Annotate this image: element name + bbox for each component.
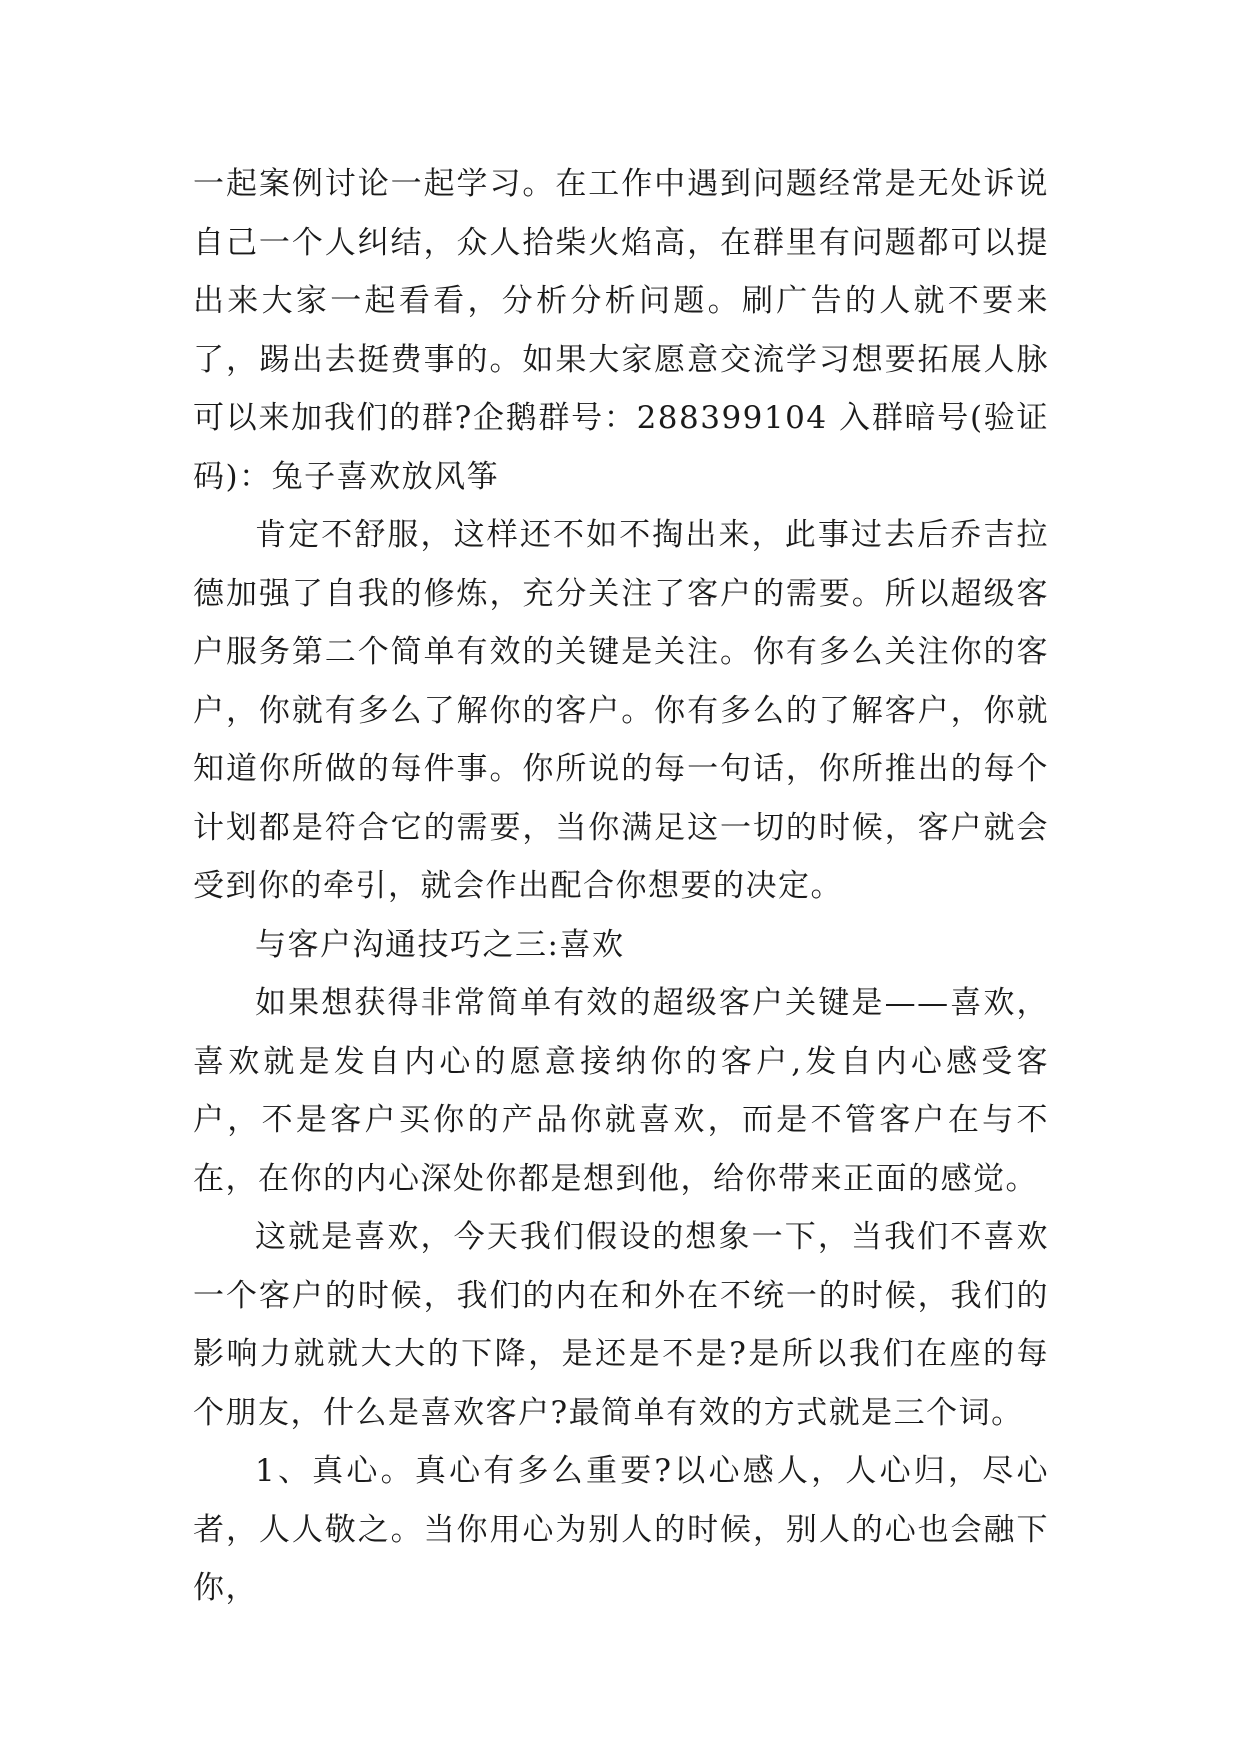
paragraph-group-invite: 一起案例讨论一起学习。在工作中遇到问题经常是无处诉说自己一个人纠结，众人拾柴火焰高，在群里有问题都可以提出来大家一起看看，分析分析问题。刷广告的人就不要来了，踢出去挺费事的。如果大家愿意交流学习想要拓展人脉可以来加我们的群?企鹅群号：288399104 入群暗号(验证码)：兔子喜欢放风筝 [193,166,1049,495]
paragraph-focus-on-customer: 肯定不舒服，这样还不如不掏出来，此事过去后乔吉拉德加强了自我的修炼，充分关注了客户的需要。所以超级客户服务第二个简单有效的关键是关注。你有多么关注你的客户，你就有多么了解你的客户。你有多么的了解客户，你就知道你所做的每件事。你所说的每一句话，你所推出的每个计划都是符合它的需要，当你满足这一切的时候，客户就会受到你的牵引，就会作出配合你想要的决定。 [193,517,1049,904]
paragraph-like-definition: 如果想获得非常简单有效的超级客户关键是——喜欢，喜欢就是发自内心的愿意接纳你的客户,发自内心感受客户，不是客户买你的产品你就喜欢，而是不管客户在与不在，在你的内心深处你都是想到他，给你带来正面的感觉。 [193,985,1049,1197]
paragraph-like-influence: 这就是喜欢，今天我们假设的想象一下，当我们不喜欢一个客户的时候，我们的内在和外在不统一的时候，我们的影响力就就大大的下降，是还是不是?是所以我们在座的每个朋友，什么是喜欢客户?最简单有效的方式就是三个词。 [193,1219,1049,1431]
document-body [193,155,1049,1618]
section-heading-like: 与客户沟通技巧之三:喜欢 [255,926,625,963]
paragraph-sincerity: 1、真心。真心有多么重要?以心感人，人心归，尽心者，人人敬之。当你用心为别人的时候，别人的心也会融下你， [193,1453,1049,1606]
